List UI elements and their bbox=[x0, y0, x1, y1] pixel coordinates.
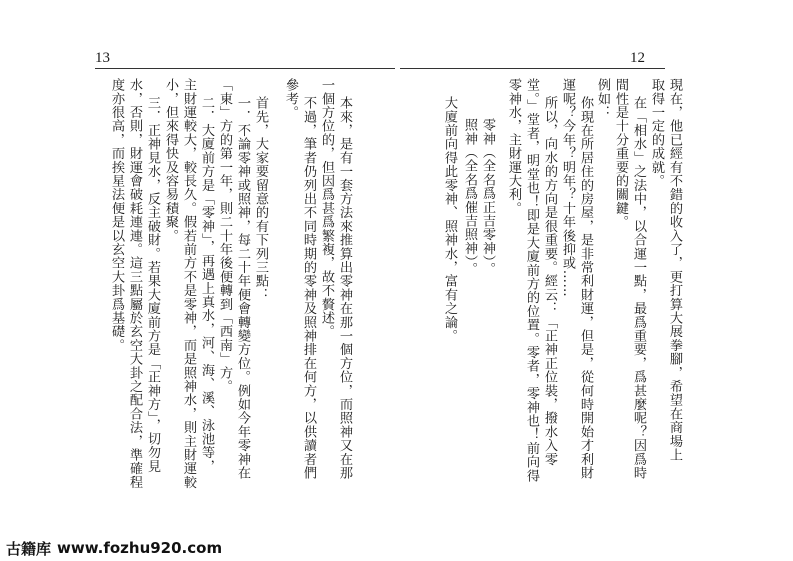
page-number: 12 bbox=[630, 50, 645, 66]
text-column: 「東」方的第一年，則二十年後便轉到「西南」方。 bbox=[217, 78, 232, 394]
text-column: 一個方位的，但因爲甚爲繁複，故不贅述。 bbox=[319, 78, 334, 339]
right-page bbox=[400, 0, 793, 561]
header-rule bbox=[400, 68, 665, 69]
text-column: 度亦很高，而挨星法便是以玄空大卦爲基礎。 bbox=[109, 78, 124, 352]
text-column: 二．大廈前方是「零神」，再遇上真水，河、海、溪、泳池等， bbox=[199, 96, 214, 473]
text-column: 水，否則，財運會破耗連連。這三點屬於玄空大卦之配合法，準確程 bbox=[127, 78, 142, 489]
text-column: 三．正神見水，反主破財。若果大廈前方是「正神方」，切勿見 bbox=[145, 96, 160, 473]
page-number: 13 bbox=[95, 50, 110, 66]
text-column: 運呢？今年？明年？十年後抑或…… bbox=[560, 78, 575, 298]
text-column: 本來，是有一套方法來推算出零神在那一個方位，而照神又在那 bbox=[337, 96, 352, 480]
text-column: 現在，他已經有不錯的收入了，更打算大展拳腳，希望在商場上 bbox=[667, 78, 682, 462]
text-column: 零神（全名爲正吉零神）。 bbox=[480, 118, 495, 276]
watermark-footer bbox=[6, 538, 222, 558]
text-column: 零神水，主財運大利。 bbox=[506, 78, 521, 215]
text-column: 不過，筆者仍列出不同時期的零神及照神排在何方，以供讀者們 bbox=[301, 96, 316, 480]
text-column: 照神（全名爲催吉照神）。 bbox=[462, 118, 477, 276]
text-column: 堂。」堂者，明堂也！即是大廈前方的位置。零者，零神也！前向得 bbox=[524, 78, 539, 483]
text-column: 小，但來得快及容易積聚。 bbox=[163, 78, 178, 243]
text-column: 間性是十分重要的關鍵。 bbox=[613, 78, 628, 229]
text-column: 大廈前向得此零神、照神水，富有之論。 bbox=[442, 96, 457, 343]
header-rule bbox=[95, 68, 395, 69]
text-column: 你現在所居住的房屋，是非常利財運，但是，從何時開始才利財 bbox=[578, 96, 593, 480]
text-column: 首先，大家要留意的有下列三點： bbox=[253, 96, 268, 302]
text-column: 一．不論零神或照神，每二十年便會轉變方位。例如今年零神在 bbox=[235, 96, 250, 480]
text-column: 在「相水」之法中，以合運一點，最爲重要，爲甚麼呢？因爲時 bbox=[631, 96, 646, 480]
text-column: 取得一定的成就。 bbox=[649, 78, 664, 188]
text-column: 所以，向水的方向是很重要。經云：「正神正位裝，撥水入零 bbox=[542, 96, 557, 466]
text-column: 參考。 bbox=[283, 78, 298, 120]
text-column: 主財運較大，較長久。假若前方不是零神，而是照神水，則主財運較 bbox=[181, 78, 196, 489]
text-column: 例如： bbox=[595, 78, 610, 120]
watermark-logo-text: 古籍库 bbox=[6, 539, 52, 558]
watermark-site-url: www.fozhu920.com bbox=[57, 539, 223, 557]
